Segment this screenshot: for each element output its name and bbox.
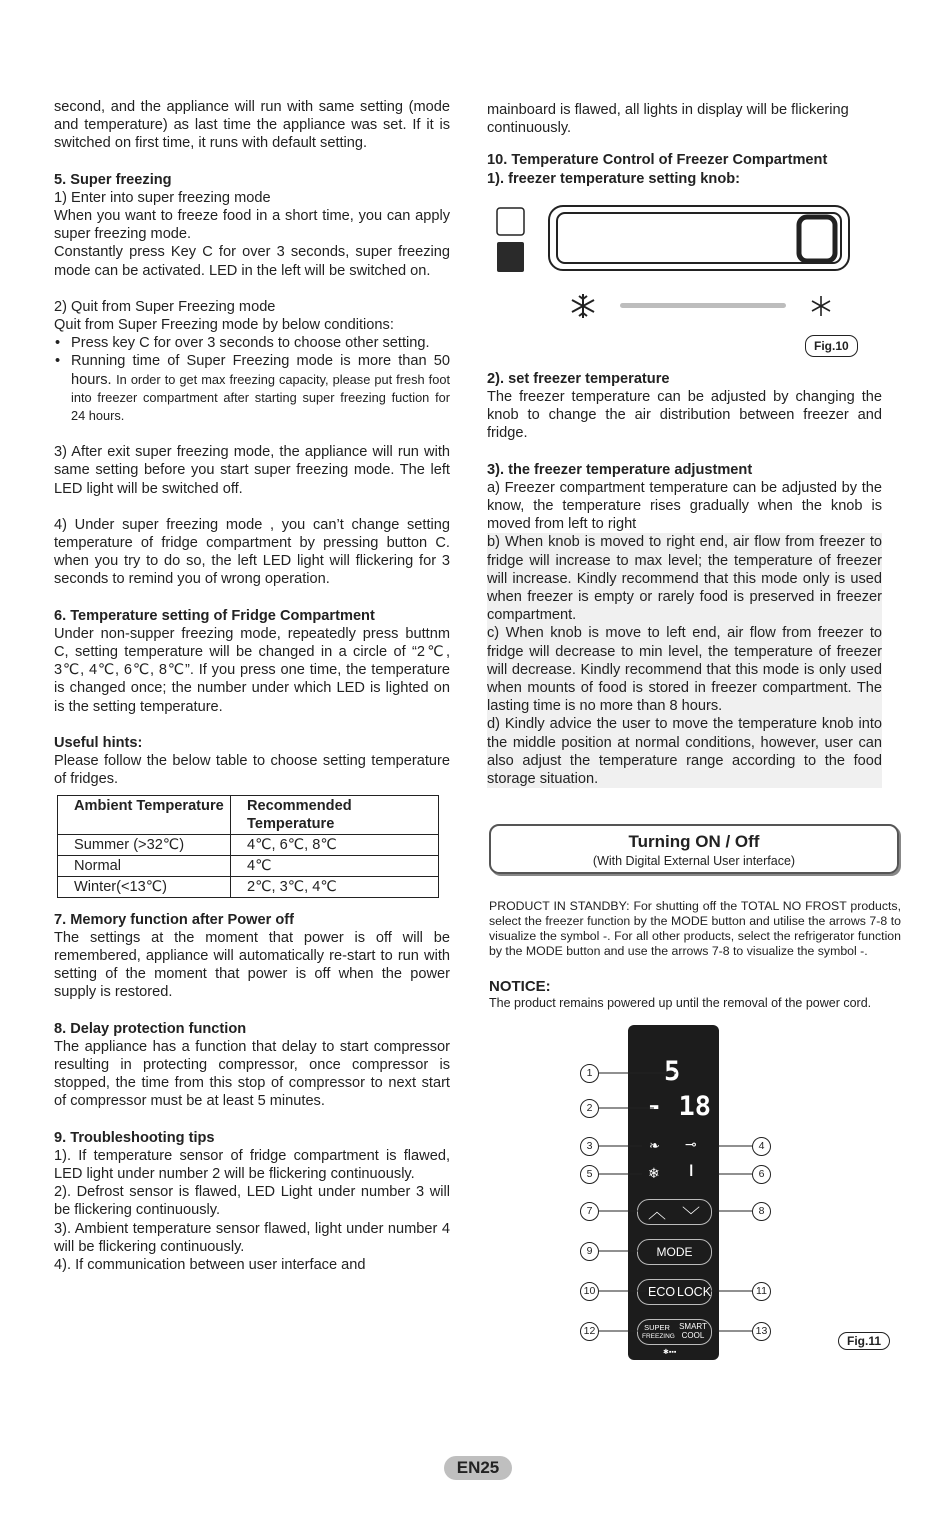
table-header-cell: Recommended Temperature (231, 795, 439, 834)
section-6-body: Under non-supper freezing mode, repeatedly press buttnm C, setting temperature will be changed in a circle of “2℃, 3℃, 4℃, 6℃, 8℃”. If you press one time, the temperature is changed once; the number under which LED is lighted on is the setting temperature. (54, 625, 450, 715)
turning-on-off-banner (489, 824, 899, 874)
quit-conditions-list (54, 334, 450, 425)
down-arrow-button[interactable]: ﹀ (682, 1206, 700, 1226)
section-10-3-a: a) Freezer compartment temperature can be adjusted by the know, the temperature rises gradually when the knob is moved from left to right (487, 479, 882, 533)
callout-2: 2 (580, 1099, 599, 1118)
section-10-3-title: 3). the freezer temperature adjustment (487, 461, 753, 478)
freezer-knob-illustration (487, 200, 882, 350)
thermometer-icon: ǀ (689, 1163, 694, 1180)
section-8-title: 8. Delay protection function (54, 1020, 247, 1037)
section-10-3-d: d) Kindly advice the user to move the temperature knob into the middle position at normal conditions, however, user can also adjust the temperature range according to the food storage situation. (487, 716, 882, 788)
up-arrow-button[interactable]: ︿ (648, 1202, 666, 1222)
section-5-step1-body: When you want to freeze food in a short time, you can apply super freezing mode. (54, 208, 450, 243)
fig10-label: Fig.10 (805, 335, 858, 357)
callout-8: 8 (752, 1202, 771, 1221)
section-5-step2-body: Quit from Super Freezing mode by below conditions: (54, 317, 394, 334)
table-cell: 4℃ (231, 855, 439, 876)
callout-7: 7 (580, 1202, 599, 1221)
list-item-text: Running time of Super Freezing mode is more than 50 hours. (71, 353, 450, 388)
banner-title: Turning ON / Off (628, 832, 760, 851)
knob-figure (487, 200, 882, 353)
section-9-item2: 2). Defrost sensor is flawed, LED Light under number 3 will be flickering continuously. (54, 1184, 450, 1219)
callout-4: 4 (752, 1137, 771, 1156)
table-cell: Winter(<13℃) (58, 876, 231, 897)
key-icon: ⊸ (685, 1136, 697, 1152)
section-7-title: 7. Memory function after Power off (54, 911, 295, 928)
callout-9: 9 (580, 1242, 599, 1261)
section-5-step3: 3) After exit super freezing mode, the appliance will run with same setting before you start super freezing mode. The left LED light will be switched off. (54, 444, 450, 497)
section-5-step1: 1) Enter into super freezing mode (54, 189, 271, 206)
section-7-body: The settings at the moment that power is off will be remembered, appliance will automatically re-start to run with setting of the moment that power is off when the power supply is restored. (54, 929, 450, 1001)
table-header-row (58, 795, 439, 834)
section-9-title: 9. Troubleshooting tips (54, 1129, 215, 1146)
snowflake-small-icon (572, 294, 594, 318)
lock-button[interactable]: LOCK (677, 1285, 712, 1299)
notice-body: The product remains powered up until the removal of the power cord. (489, 996, 872, 1010)
display-temperature-1: 5 (664, 1056, 681, 1087)
list-item-note: In order to get max freezing capacity, please put fresh foot into freezer compartment after starting super freezing fuction for 24 hours. (71, 371, 451, 424)
callout-13: 13 (752, 1322, 771, 1341)
display-temperature-2: - 18 (646, 1091, 712, 1122)
table-cell: 4℃, 6℃, 8℃ (231, 834, 439, 855)
freezing-label: FREEZING (642, 1333, 675, 1340)
section-10-2-title: 2). set freezer temperature (487, 370, 670, 387)
fig11-label: Fig.11 (838, 1332, 890, 1350)
section-5-step2: 2) Quit from Super Freezing mode (54, 298, 276, 315)
callout-10: 10 (580, 1282, 599, 1301)
table-row (58, 876, 439, 897)
snowflake-indicator-icon: ❄ (648, 1165, 660, 1181)
led-on-square (497, 242, 524, 272)
smart-label: SMART (679, 1322, 707, 1331)
list-item: • Press key C for over 3 seconds to choose other setting. (71, 334, 450, 352)
led-off-square (497, 208, 524, 235)
section-9-item3: 3). Ambient temperature sensor flawed, light under number 4 will be flickering continuously. (54, 1220, 450, 1255)
hints-body: Please follow the below table to choose setting temperature of fridges. (54, 753, 450, 788)
mode-button[interactable]: MODE (637, 1239, 712, 1265)
intro-paragraph: second, and the appliance will run with same setting (mode and temperature) as last time the appliance was set. If it is switched on first time, it runs with default setting. (54, 99, 450, 152)
notice-title: NOTICE: (489, 978, 551, 995)
section-10-3-b: b) When knob is moved to right end, air flow from freezer to fridge will increase to max level; the temperature of freezer will increase. Kindly recommend that this mode only is used when freezer is empty or rarely food is preserved in freezer compartment. (487, 534, 882, 624)
section-10-3-c: c) When knob is move to left end, air flow from freezer to fridge will decrease to min level, the temperature of freezer will decrease. Kindly recommend that this mode is only used when mounts of food is stored in freezer compartment. The lasting time is no more than 8 hours. (487, 625, 882, 715)
continued-paragraph: mainboard is flawed, all lights in display will be flickering continuously. (487, 102, 849, 137)
cool-label: COOL (681, 1331, 705, 1340)
section-5-title: 5. Super freezing (54, 171, 172, 188)
snowflake-icon (812, 296, 830, 316)
table-cell: Normal (58, 855, 231, 876)
section-9-item4: 4). If communication between user interface and (54, 1256, 366, 1273)
hints-title: Useful hints: (54, 734, 143, 751)
knob-handle (799, 217, 835, 261)
temperature-table (57, 795, 439, 898)
callout-5: 5 (580, 1165, 599, 1184)
banner-subtitle: (With Digital External User interface) (592, 854, 796, 868)
list-item (71, 352, 450, 425)
callout-lines (580, 1060, 780, 1350)
section-5-step1-body2: Constantly press Key C for over 3 seconds, super freezing mode can be activated. LED in the left will be switched on. (54, 244, 450, 279)
table-row (58, 855, 439, 876)
adjustment-slider-track (620, 303, 786, 308)
eco-button[interactable]: ECO (648, 1285, 676, 1299)
section-6-title: 6. Temperature setting of Fridge Compartment (54, 607, 375, 624)
callout-6: 6 (752, 1165, 771, 1184)
eco-leaf-icon: ❧ (649, 1138, 660, 1153)
section-10-2-body: The freezer temperature can be adjusted by changing the knob to change the air distribution between freezer and fridge. (487, 389, 882, 442)
table-cell: 2℃, 3℃, 4℃ (231, 876, 439, 897)
table-cell: Summer (>32℃) (58, 834, 231, 855)
table-header-cell: Ambient Temperature (58, 795, 231, 834)
section-8-body: The appliance has a function that delay to start compressor resulting in protecting compressor, once compressor is stopped, the time from this stop of compressor to next start of compressor must be at least 5 minutes. (54, 1038, 450, 1110)
section-10-subtitle: 1). freezer temperature setting knob: (487, 170, 741, 187)
standby-paragraph: PRODUCT IN STANDBY: For shutting off the TOTAL NO FROST products, select the freezer function by the MODE button and utilise the arrows 7-8 to visualize the symbol -. For all other products, select the refrigerator function by the MODE button and use the arrows 7-8 to visualize the symbol -. (489, 899, 901, 958)
section-5-step4: 4) Under super freezing mode , you can’t change setting temperature of fridge compartment by pressing button C. when you try to do so, the left LED light will flickering for 3 seconds to remind you of wrong operation. (54, 516, 450, 588)
callout-12: 12 (580, 1322, 599, 1341)
right-column (487, 101, 882, 788)
super-label: SUPER (644, 1323, 670, 1332)
left-column (54, 98, 450, 1274)
section-10-title: 10. Temperature Control of Freezer Compartment (487, 152, 828, 169)
section-9-item1: 1). If temperature sensor of fridge compartment is flawed, LED light under number 2 will be flickering continuously. (54, 1147, 450, 1182)
table-row (58, 834, 439, 855)
callout-3: 3 (580, 1137, 599, 1156)
callout-11: 11 (752, 1282, 771, 1301)
page-number-badge: EN25 (444, 1456, 512, 1480)
wifi-indicator-icon: ✱▪▪▪ (663, 1349, 677, 1356)
callout-1: 1 (580, 1064, 599, 1083)
